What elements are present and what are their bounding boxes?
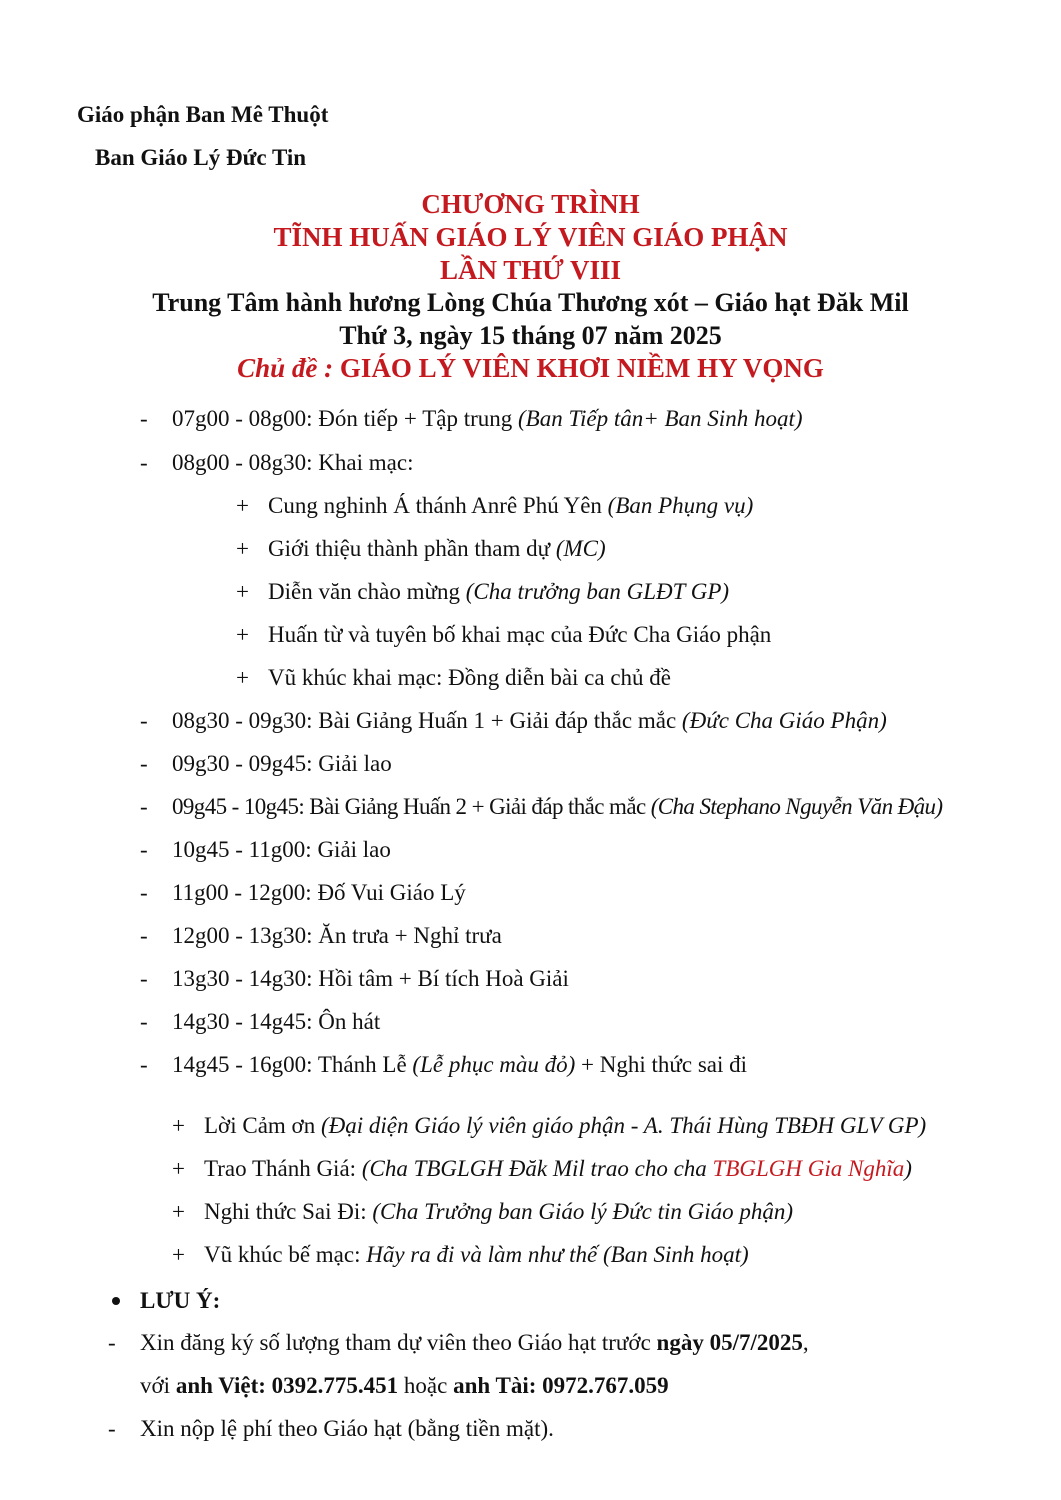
schedule-note: (Cha Stephano Nguyễn Văn Đậu) (650, 794, 943, 819)
closing-item (204, 1113, 926, 1139)
opening-item (268, 579, 729, 605)
opening-note: (Cha trưởng ban GLĐT GP) (465, 579, 730, 604)
schedule-note: (Đức Cha Giáo Phận) (681, 708, 887, 733)
fee-note: Xin nộp lệ phí theo Giáo hạt (bằng tiền mặt). (140, 1416, 554, 1441)
opening-note: (MC) (555, 536, 606, 561)
opening-item (268, 665, 671, 691)
dash-marker: - (108, 1416, 116, 1441)
theme-text: GIÁO LÝ VIÊN KHƠI NIỀM HY VỌNG (339, 353, 824, 383)
schedule-item-quiz (172, 880, 466, 906)
closing-text: Trao Thánh Giá: (204, 1156, 357, 1181)
committee-name: Ban Giáo Lý Đức Tin (95, 145, 307, 170)
closing-text: Lời Cảm ơn (204, 1113, 316, 1138)
schedule-text: 10g45 - 11g00: Giải lao (172, 837, 391, 862)
closing-note: Hãy ra đi và làm như thế (Ban Sinh hoạt) (366, 1242, 749, 1267)
plus-marker: + (236, 665, 249, 690)
date-line: Thứ 3, ngày 15 tháng 07 năm 2025 (339, 321, 722, 350)
schedule-item-break-2 (172, 837, 391, 863)
bullet-icon (112, 1297, 120, 1305)
plus-marker: + (172, 1242, 185, 1267)
plus-marker: + (172, 1113, 185, 1138)
plus-marker: + (236, 579, 249, 604)
schedule-text: 09g45 - 10g45: Bài Giảng Huấn 2 + Giải đáp thắc mắc (172, 794, 646, 819)
schedule-item-lunch (172, 923, 502, 949)
plus-marker: + (236, 493, 249, 518)
schedule-text: 14g45 - 16g00: Thánh Lễ (172, 1052, 407, 1077)
opening-note: (Ban Phụng vụ) (607, 493, 754, 518)
closing-item (204, 1156, 912, 1182)
dash-marker: - (140, 708, 148, 733)
dash-marker: - (140, 450, 148, 475)
opening-text: Giới thiệu thành phần tham dự (268, 536, 551, 561)
closing-text: Nghi thức Sai Đi: (204, 1199, 367, 1224)
title-line-3: LẦN THỨ VIII (439, 255, 622, 285)
registration-end: , (802, 1330, 809, 1355)
schedule-text: 12g00 - 13g30: Ăn trưa + Nghỉ trưa (172, 923, 502, 948)
schedule-text: 09g30 - 09g45: Giải lao (172, 751, 392, 776)
schedule-item-singing (172, 1009, 380, 1035)
closing-item (204, 1242, 749, 1268)
contact-viet: anh Việt: 0392.775.451 (175, 1373, 399, 1398)
schedule-text: 13g30 - 14g30: Hồi tâm + Bí tích Hoà Giải (172, 966, 569, 991)
theme-label: Chủ đề : (237, 353, 334, 383)
schedule-text: 08g00 - 08g30: Khai mạc: (172, 450, 414, 475)
schedule-text: 11g00 - 12g00: Đố Vui Giáo Lý (172, 880, 466, 905)
contact-or: hoặc (403, 1373, 448, 1398)
opening-text: Diễn văn chào mừng (268, 579, 460, 604)
schedule-text: 14g30 - 14g45: Ôn hát (172, 1009, 381, 1034)
schedule-note: (Ban Tiếp tân+ Ban Sinh hoạt) (518, 406, 803, 431)
closing-note-highlight: TBGLGH Gia Nghĩa (712, 1156, 905, 1181)
theme-line (0, 353, 1061, 384)
schedule-after: + Nghi thức sai đi (581, 1052, 748, 1077)
schedule-text: 07g00 - 08g00: Đón tiếp + Tập trung (172, 406, 513, 431)
dash-marker: - (140, 923, 148, 948)
dash-marker: - (140, 1009, 148, 1034)
closing-item (204, 1199, 793, 1225)
dash-marker: - (140, 1052, 148, 1077)
opening-text: Vũ khúc khai mạc: Đồng diễn bài ca chủ đề (268, 665, 672, 690)
plus-marker: + (236, 622, 249, 647)
dash-marker: - (108, 1330, 116, 1355)
schedule-note: (Lễ phục màu đỏ) (412, 1052, 576, 1077)
registration-deadline: ngày 05/7/2025 (656, 1330, 803, 1355)
dash-marker: - (140, 751, 148, 776)
schedule-text: 08g30 - 09g30: Bài Giảng Huấn 1 + Giải đáp thắc mắc (172, 708, 677, 733)
contact-prefix: với (140, 1373, 171, 1398)
closing-note-end: ) (904, 1156, 912, 1181)
dash-marker: - (140, 880, 148, 905)
notes-heading: LƯU Ý: (140, 1288, 221, 1313)
title-line-2: TĨNH HUẤN GIÁO LÝ VIÊN GIÁO PHẬN (273, 222, 788, 252)
closing-note: (Đại diện Giáo lý viên giáo phận - A. Thái Hùng TBĐH GLV GP) (320, 1113, 927, 1138)
diocese-name: Giáo phận Ban Mê Thuột (77, 102, 329, 127)
dash-marker: - (140, 837, 148, 862)
opening-item (268, 622, 771, 648)
title-line-1: CHƯƠNG TRÌNH (421, 189, 640, 219)
schedule-item-opening (172, 450, 413, 476)
schedule-item-break-1 (172, 751, 392, 777)
closing-note: (Cha TBGLGH Đăk Mil trao cho cha (361, 1156, 707, 1181)
schedule-item-reconciliation (172, 966, 569, 992)
venue-line: Trung Tâm hành hương Lòng Chúa Thương xót – Giáo hạt Đăk Mil (152, 288, 909, 317)
schedule-item-arrival (172, 406, 803, 432)
plus-marker: + (172, 1199, 185, 1224)
registration-text: Xin đăng ký số lượng tham dự viên theo Giáo hạt trước (140, 1330, 651, 1355)
plus-marker: + (236, 536, 249, 561)
registration-note (140, 1330, 809, 1356)
dash-marker: - (140, 794, 148, 819)
closing-note: (Cha Trưởng ban Giáo lý Đức tin Giáo phận) (372, 1199, 794, 1224)
contact-line (140, 1373, 669, 1399)
opening-text: Huấn từ và tuyên bố khai mạc của Đức Cha Giáo phận (268, 622, 772, 647)
opening-item (268, 493, 753, 519)
schedule-item-mass (172, 1052, 747, 1078)
contact-tai: anh Tài: 0972.767.059 (453, 1373, 669, 1398)
schedule-item-lecture-2 (172, 794, 943, 820)
schedule-item-lecture-1 (172, 708, 887, 734)
opening-item (268, 536, 606, 562)
closing-text: Vũ khúc bế mạc: (204, 1242, 361, 1267)
dash-marker: - (140, 406, 148, 431)
dash-marker: - (140, 966, 148, 991)
plus-marker: + (172, 1156, 185, 1181)
opening-text: Cung nghinh Á thánh Anrê Phú Yên (268, 493, 602, 518)
